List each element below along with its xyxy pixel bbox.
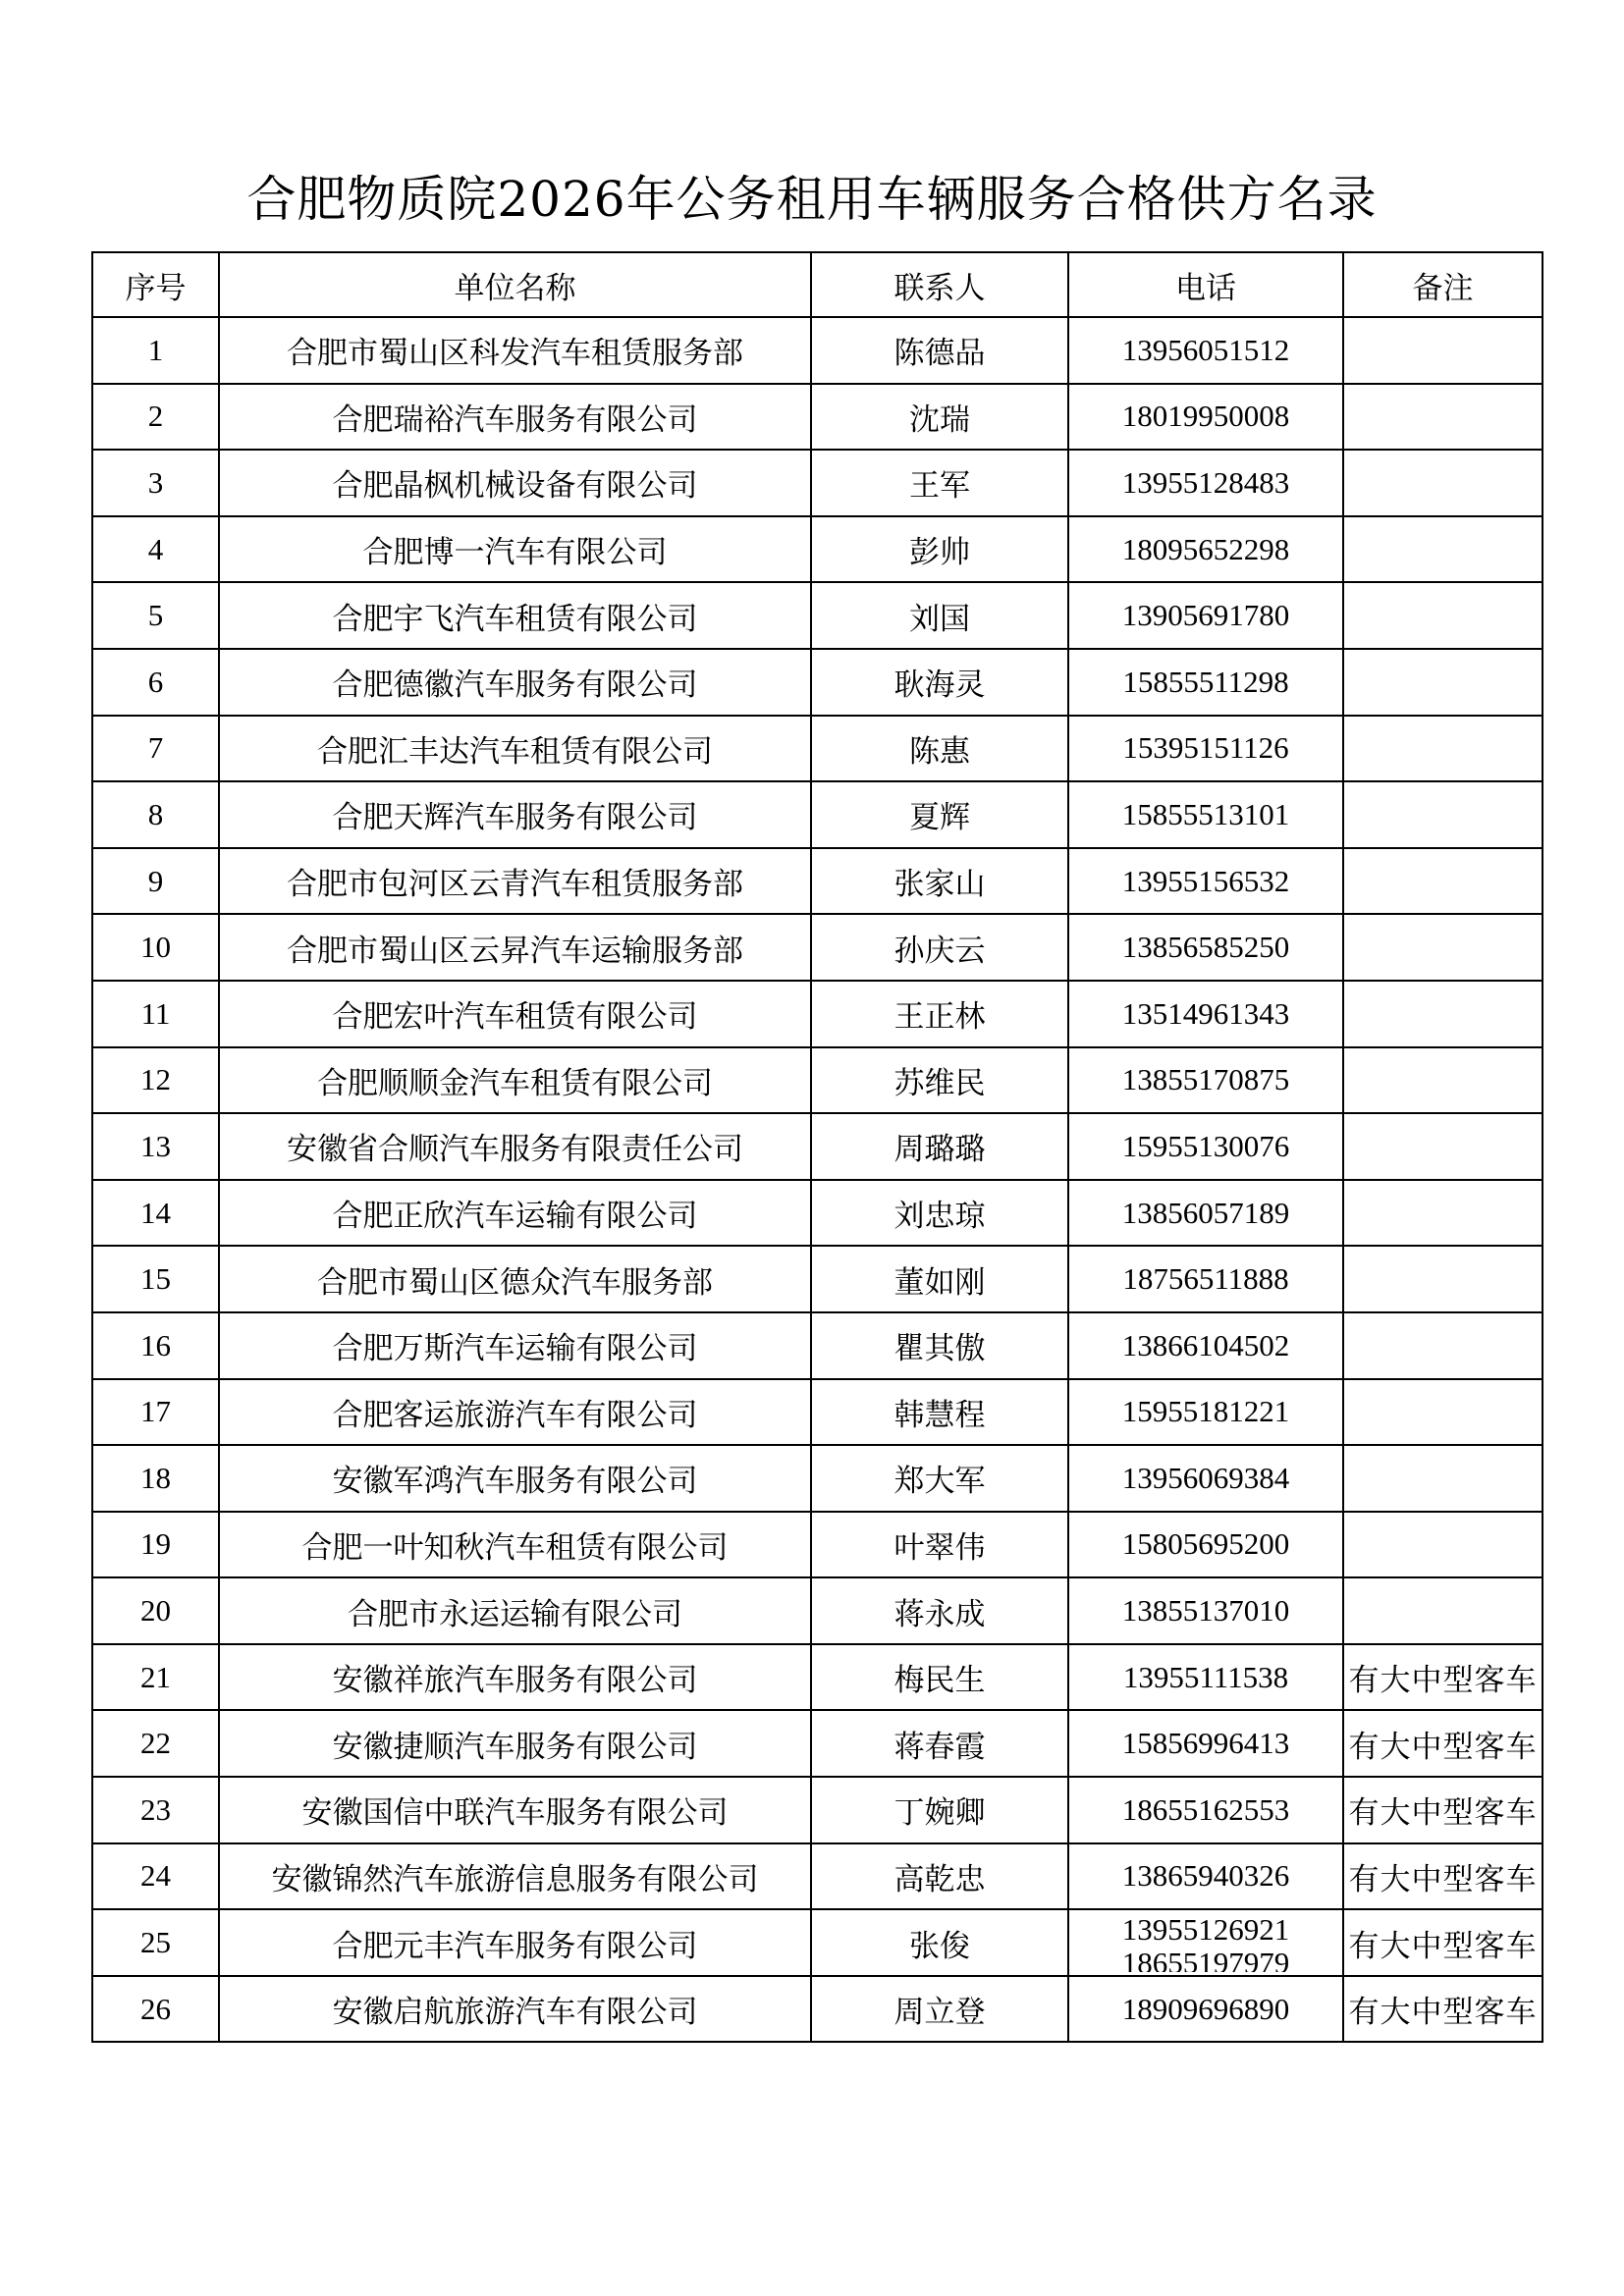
row-contact-cell: 韩慧程 <box>811 1379 1068 1446</box>
row-index-cell: 18 <box>92 1445 219 1512</box>
header-index: 序号 <box>92 252 219 317</box>
row-contact-cell: 梅民生 <box>811 1644 1068 1711</box>
row-phone-cell: 13855137010 <box>1068 1577 1343 1644</box>
row-index-cell: 2 <box>92 384 219 451</box>
row-name-cell: 合肥顺顺金汽车租赁有限公司 <box>219 1047 811 1114</box>
row-phone-cell: 18019950008 <box>1068 384 1343 451</box>
table-row <box>92 1379 1543 1446</box>
row-contact-cell: 孙庆云 <box>811 914 1068 981</box>
table-header-row <box>92 252 1543 317</box>
row-contact-cell: 丁婉卿 <box>811 1777 1068 1843</box>
row-name-cell: 安徽军鸿汽车服务有限公司 <box>219 1445 811 1512</box>
row-index-cell: 19 <box>92 1512 219 1578</box>
table-row <box>92 450 1543 516</box>
row-contact-cell: 陈惠 <box>811 716 1068 782</box>
phone-line-primary: 13955126921 <box>1121 1913 1290 1948</box>
row-contact-cell: 蒋春霞 <box>811 1710 1068 1777</box>
row-contact-cell: 王军 <box>811 450 1068 516</box>
row-phone-cell: 15855511298 <box>1068 649 1343 716</box>
row-phone-cell: 13866104502 <box>1068 1312 1343 1379</box>
table-row <box>92 384 1543 451</box>
row-phone-cell: 13956069384 <box>1068 1445 1343 1512</box>
row-phone-cell: 18095652298 <box>1068 516 1343 583</box>
row-note-cell: 有大中型客车 <box>1343 1644 1543 1711</box>
row-name-cell: 合肥博一汽车有限公司 <box>219 516 811 583</box>
row-note-cell <box>1343 781 1543 848</box>
table-row <box>92 516 1543 583</box>
row-note-cell: 有大中型客车 <box>1343 1710 1543 1777</box>
row-note-cell <box>1343 1246 1543 1312</box>
row-note-cell <box>1343 1180 1543 1247</box>
table-row <box>92 1047 1543 1114</box>
table-row <box>92 716 1543 782</box>
row-phone-cell: 13865940326 <box>1068 1843 1343 1910</box>
row-index-cell: 16 <box>92 1312 219 1379</box>
row-name-cell: 合肥市蜀山区云昇汽车运输服务部 <box>219 914 811 981</box>
row-note-cell <box>1343 516 1543 583</box>
row-contact-cell: 瞿其傲 <box>811 1312 1068 1379</box>
table-row <box>92 1777 1543 1843</box>
row-contact-cell: 刘国 <box>811 582 1068 649</box>
row-name-cell: 合肥晶枫机械设备有限公司 <box>219 450 811 516</box>
row-index-cell: 22 <box>92 1710 219 1777</box>
table-row <box>92 1312 1543 1379</box>
table-row <box>92 848 1543 915</box>
row-note-cell: 有大中型客车 <box>1343 1976 1543 2043</box>
row-note-cell <box>1343 1512 1543 1578</box>
row-name-cell: 合肥市蜀山区德众汽车服务部 <box>219 1246 811 1312</box>
row-phone-cell: 13956051512 <box>1068 317 1343 384</box>
row-note-cell <box>1343 1379 1543 1446</box>
row-phone-cell: 15856996413 <box>1068 1710 1343 1777</box>
row-phone-cell: 15955181221 <box>1068 1379 1343 1446</box>
row-note-cell <box>1343 1113 1543 1180</box>
row-phone-cell: 15395151126 <box>1068 716 1343 782</box>
row-phone-cell: 13856585250 <box>1068 914 1343 981</box>
row-index-cell: 21 <box>92 1644 219 1711</box>
table-row <box>92 781 1543 848</box>
supplier-table <box>91 251 1543 2043</box>
row-index-cell: 13 <box>92 1113 219 1180</box>
row-name-cell: 合肥宏叶汽车租赁有限公司 <box>219 981 811 1047</box>
row-index-cell: 8 <box>92 781 219 848</box>
row-name-cell: 合肥瑞裕汽车服务有限公司 <box>219 384 811 451</box>
row-name-cell: 合肥汇丰达汽车租赁有限公司 <box>219 716 811 782</box>
row-phone-cell: 13856057189 <box>1068 1180 1343 1247</box>
header-phone: 电话 <box>1068 252 1343 317</box>
row-index-cell: 1 <box>92 317 219 384</box>
row-note-cell <box>1343 1577 1543 1644</box>
row-name-cell: 合肥市包河区云青汽车租赁服务部 <box>219 848 811 915</box>
row-name-cell: 合肥万斯汽车运输有限公司 <box>219 1312 811 1379</box>
table-row <box>92 317 1543 384</box>
row-phone-cell: 13955111538 <box>1068 1644 1343 1711</box>
row-name-cell: 安徽祥旅汽车服务有限公司 <box>219 1644 811 1711</box>
row-name-cell: 安徽捷顺汽车服务有限公司 <box>219 1710 811 1777</box>
row-name-cell: 安徽锦然汽车旅游信息服务有限公司 <box>219 1843 811 1910</box>
row-index-cell: 7 <box>92 716 219 782</box>
row-contact-cell: 叶翠伟 <box>811 1512 1068 1578</box>
table-row <box>92 1113 1543 1180</box>
table-row <box>92 1246 1543 1312</box>
row-phone-cell: 13855170875 <box>1068 1047 1343 1114</box>
row-name-cell: 合肥客运旅游汽车有限公司 <box>219 1379 811 1446</box>
row-name-cell: 合肥市永运运输有限公司 <box>219 1577 811 1644</box>
row-phone-cell: 18909696890 <box>1068 1976 1343 2043</box>
row-note-cell <box>1343 649 1543 716</box>
row-phone-cell: 18655162553 <box>1068 1777 1343 1843</box>
row-contact-cell: 高乾忠 <box>811 1843 1068 1910</box>
row-contact-cell: 陈德品 <box>811 317 1068 384</box>
row-contact-cell: 耿海灵 <box>811 649 1068 716</box>
header-note: 备注 <box>1343 252 1543 317</box>
row-phone-cell: 13955128483 <box>1068 450 1343 516</box>
document-title: 合肥物质院2026年公务租用车辆服务合格供方名录 <box>246 171 1378 228</box>
row-index-cell: 5 <box>92 582 219 649</box>
row-index-cell: 25 <box>92 1909 219 1976</box>
row-note-cell: 有大中型客车 <box>1343 1843 1543 1910</box>
row-contact-cell: 夏辉 <box>811 781 1068 848</box>
row-index-cell: 17 <box>92 1379 219 1446</box>
row-contact-cell: 周立登 <box>811 1976 1068 2043</box>
table-row <box>92 1180 1543 1247</box>
row-index-cell: 10 <box>92 914 219 981</box>
row-name-cell: 安徽国信中联汽车服务有限公司 <box>219 1777 811 1843</box>
row-name-cell: 合肥天辉汽车服务有限公司 <box>219 781 811 848</box>
row-note-cell: 有大中型客车 <box>1343 1777 1543 1843</box>
table-row <box>92 1512 1543 1578</box>
row-phone-cell: 13955156532 <box>1068 848 1343 915</box>
row-index-cell: 14 <box>92 1180 219 1247</box>
table-body <box>92 317 1543 2042</box>
row-contact-cell: 彭帅 <box>811 516 1068 583</box>
row-contact-cell: 张家山 <box>811 848 1068 915</box>
table-row <box>92 1843 1543 1910</box>
row-phone-cell: 15805695200 <box>1068 1512 1343 1578</box>
row-note-cell <box>1343 317 1543 384</box>
row-note-cell <box>1343 848 1543 915</box>
table-row <box>92 1909 1543 1976</box>
row-note-cell <box>1343 981 1543 1047</box>
row-contact-cell: 刘忠琼 <box>811 1180 1068 1247</box>
row-contact-cell: 王正林 <box>811 981 1068 1047</box>
row-note-cell <box>1343 582 1543 649</box>
row-note-cell <box>1343 450 1543 516</box>
row-contact-cell: 蒋永成 <box>811 1577 1068 1644</box>
table-row <box>92 649 1543 716</box>
table-row <box>92 582 1543 649</box>
row-contact-cell: 张俊 <box>811 1909 1068 1976</box>
row-index-cell: 23 <box>92 1777 219 1843</box>
row-contact-cell: 苏维民 <box>811 1047 1068 1114</box>
table-row <box>92 1710 1543 1777</box>
header-name: 单位名称 <box>219 252 811 317</box>
row-note-cell <box>1343 1047 1543 1114</box>
row-index-cell: 4 <box>92 516 219 583</box>
row-name-cell: 合肥元丰汽车服务有限公司 <box>219 1909 811 1976</box>
row-index-cell: 11 <box>92 981 219 1047</box>
row-index-cell: 6 <box>92 649 219 716</box>
row-note-cell <box>1343 1445 1543 1512</box>
table-row <box>92 1445 1543 1512</box>
row-contact-cell: 董如刚 <box>811 1246 1068 1312</box>
row-index-cell: 9 <box>92 848 219 915</box>
row-contact-cell: 周璐璐 <box>811 1113 1068 1180</box>
row-contact-cell: 沈瑞 <box>811 384 1068 451</box>
row-phone-cell <box>1068 1909 1343 1976</box>
header-contact: 联系人 <box>811 252 1068 317</box>
row-phone-cell: 18756511888 <box>1068 1246 1343 1312</box>
row-name-cell: 安徽启航旅游汽车有限公司 <box>219 1976 811 2043</box>
row-note-cell <box>1343 384 1543 451</box>
row-note-cell: 有大中型客车 <box>1343 1909 1543 1976</box>
row-index-cell: 24 <box>92 1843 219 1910</box>
row-phone-cell: 13514961343 <box>1068 981 1343 1047</box>
row-name-cell: 合肥宇飞汽车租赁有限公司 <box>219 582 811 649</box>
row-index-cell: 20 <box>92 1577 219 1644</box>
row-phone-cell: 15955130076 <box>1068 1113 1343 1180</box>
row-contact-cell: 郑大军 <box>811 1445 1068 1512</box>
row-note-cell <box>1343 1312 1543 1379</box>
row-index-cell: 26 <box>92 1976 219 2043</box>
row-name-cell: 安徽省合顺汽车服务有限责任公司 <box>219 1113 811 1180</box>
row-index-cell: 3 <box>92 450 219 516</box>
table-row <box>92 981 1543 1047</box>
table-row <box>92 1976 1543 2043</box>
row-name-cell: 合肥德徽汽车服务有限公司 <box>219 649 811 716</box>
row-name-cell: 合肥市蜀山区科发汽车租赁服务部 <box>219 317 811 384</box>
row-note-cell <box>1343 914 1543 981</box>
phone-line-secondary: 18655197979 <box>1121 1946 1290 1973</box>
row-name-cell: 合肥一叶知秋汽车租赁有限公司 <box>219 1512 811 1578</box>
row-phone-cell: 15855513101 <box>1068 781 1343 848</box>
table-row <box>92 1577 1543 1644</box>
table-row <box>92 1644 1543 1711</box>
table-row <box>92 914 1543 981</box>
row-index-cell: 12 <box>92 1047 219 1114</box>
row-phone-cell: 13905691780 <box>1068 582 1343 649</box>
row-index-cell: 15 <box>92 1246 219 1312</box>
row-name-cell: 合肥正欣汽车运输有限公司 <box>219 1180 811 1247</box>
row-note-cell <box>1343 716 1543 782</box>
